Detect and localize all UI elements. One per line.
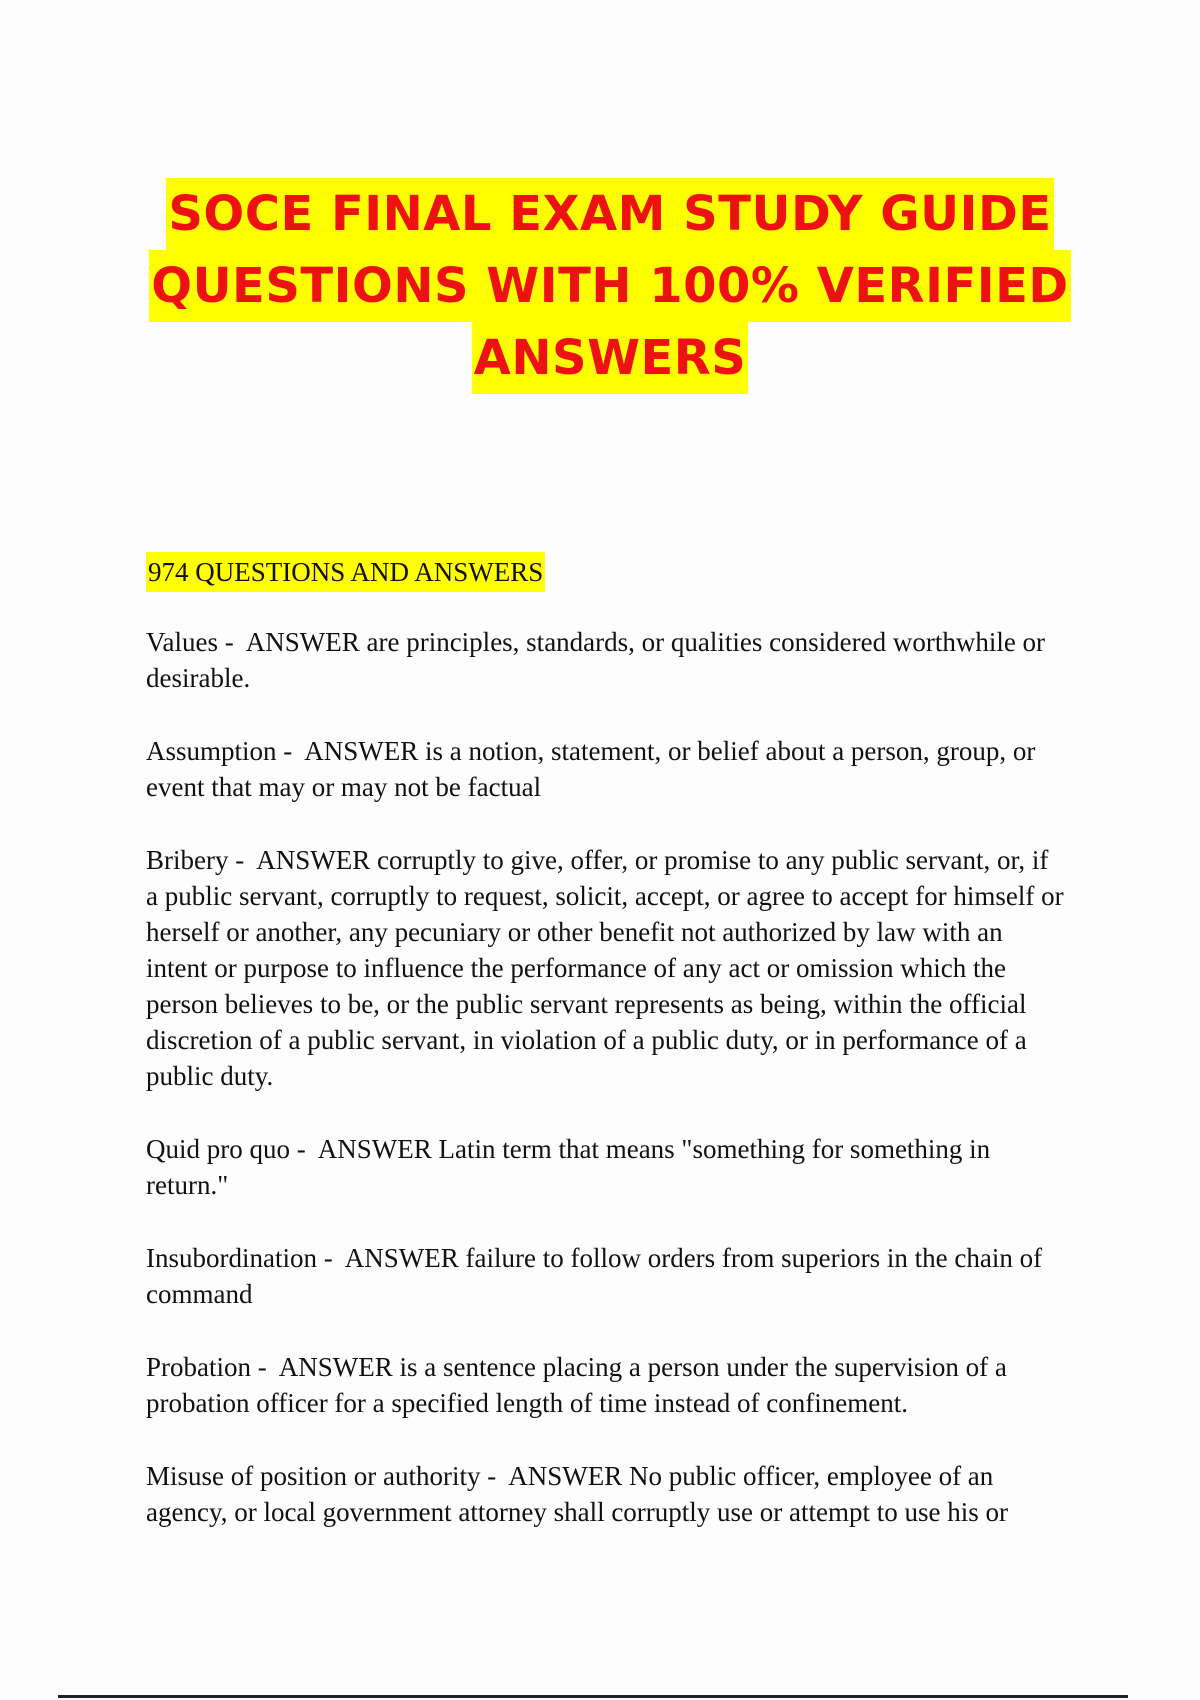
answer-label: ANSWER xyxy=(304,736,419,766)
qa-entry xyxy=(146,733,1066,805)
answer-label: ANSWER xyxy=(317,1134,432,1164)
answer-label: ANSWER xyxy=(256,845,371,875)
page-bottom-rule xyxy=(58,1695,1128,1698)
entry-term: Values - xyxy=(146,627,246,657)
title-line-3: ANSWERS xyxy=(472,322,749,394)
entry-term: Misuse of position or authority - xyxy=(146,1461,508,1491)
answer-label: ANSWER xyxy=(344,1243,459,1273)
qa-entry xyxy=(146,1458,1066,1530)
entry-definition: No public officer, employee of an agency, or local government attorney shall corruptly use or attempt to use his or xyxy=(146,1461,1008,1527)
answer-label: ANSWER xyxy=(508,1461,623,1491)
qa-list xyxy=(146,624,1066,1567)
entry-definition: is a sentence placing a person under the supervision of a probation officer for a specified length of time instead of confinement. xyxy=(146,1352,1007,1418)
answer-label: ANSWER xyxy=(278,1352,393,1382)
title-line-1: SOCE FINAL EXAM STUDY GUIDE xyxy=(166,178,1053,250)
entry-term: Quid pro quo - xyxy=(146,1134,318,1164)
qa-entry xyxy=(146,1131,1066,1203)
answer-label: ANSWER xyxy=(245,627,360,657)
entry-definition: corruptly to give, offer, or promise to any public servant, or, if a public servant, corruptly to request, solicit, accept, or agree to accept for himself or herself or another, any pecuniary or other benefit not authorized by law with an intent or purpose to influence the performance of any act or omission which the person believes to be, or the public servant represents as being, within the official discretion of a public servant, in violation of a public duty, or in performance of a public duty. xyxy=(146,845,1064,1091)
entry-definition: are principles, standards, or qualities considered worthwhile or desirable. xyxy=(146,627,1046,693)
document-title xyxy=(130,178,1090,394)
qa-entry xyxy=(146,842,1066,1094)
entry-definition: Latin term that means "something for something in return." xyxy=(146,1134,991,1200)
entry-definition: failure to follow orders from superiors in the chain of command xyxy=(146,1243,1043,1309)
title-line-2: QUESTIONS WITH 100% VERIFIED xyxy=(149,250,1070,322)
entry-definition: is a notion, statement, or belief about a person, group, or event that may or may not be factual xyxy=(146,736,1036,802)
qa-entry xyxy=(146,624,1066,696)
entry-term: Probation - xyxy=(146,1352,279,1382)
entry-term: Insubordination - xyxy=(146,1243,345,1273)
entry-term: Bribery - xyxy=(146,845,256,875)
qa-entry xyxy=(146,1240,1066,1312)
question-count-heading: 974 QUESTIONS AND ANSWERS xyxy=(146,552,545,592)
entry-term: Assumption - xyxy=(146,736,304,766)
qa-entry xyxy=(146,1349,1066,1421)
